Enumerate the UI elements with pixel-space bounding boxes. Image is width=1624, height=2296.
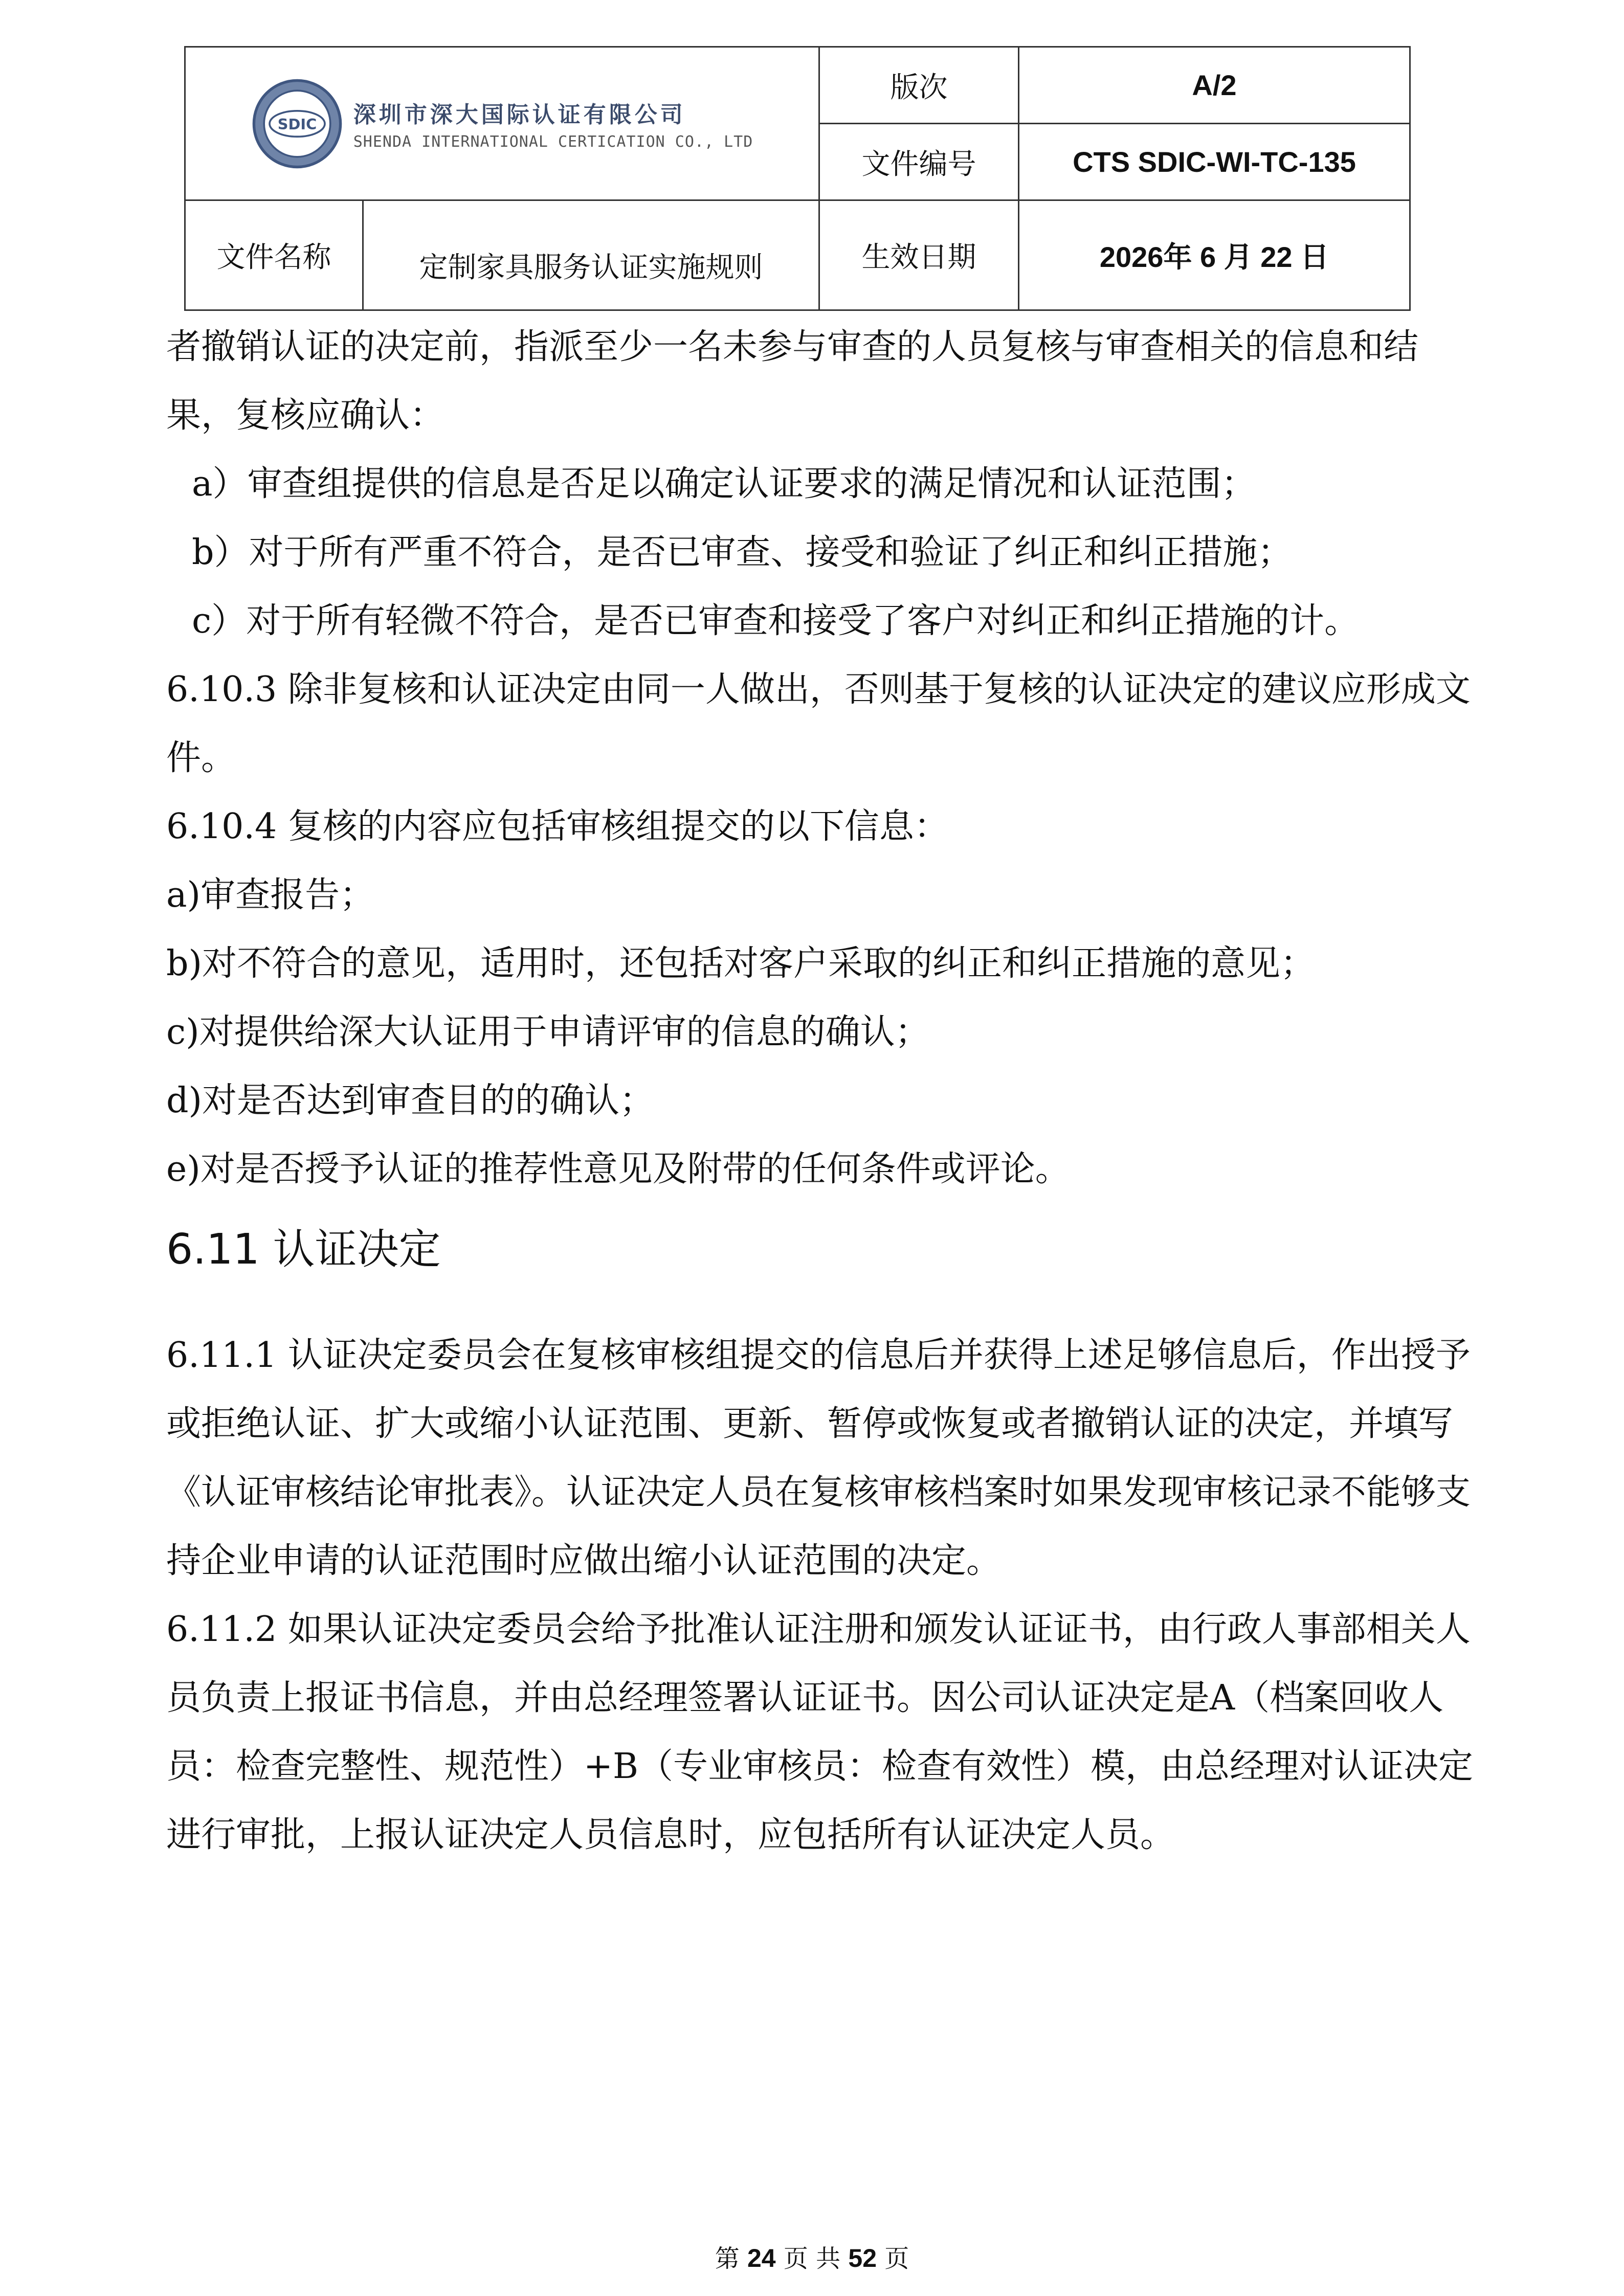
list-item: b)对不符合的意见，适用时，还包括对客户采取的纠正和纠正措施的意见； bbox=[166, 943, 1316, 984]
document-body bbox=[166, 313, 1476, 1870]
paragraph-6-10-3: 6.10.3 除非复核和认证决定由同一人做出，否则基于复核的认证决定的建议应形成文件。 bbox=[166, 669, 1471, 778]
page-footer bbox=[0, 2239, 1624, 2274]
svg-text:SDIC: SDIC bbox=[277, 115, 317, 133]
document-header-table bbox=[184, 46, 1411, 311]
paragraph-6-11-2: 6.11.2 如果认证决定委员会给予批准认证注册和颁发认证证书，由行政人事部相关人员负责上报证书信息，并由总经理签署认证证书。因公司认证决定是A（档案回收人员：检查完整性、规范性）+B（专业审核员：检查有效性）模，由总经理对认证决定进行审批，上报认证决定人员信息时，应包括所有认证决定人员。 bbox=[166, 1609, 1473, 1855]
list-item: a）审查组提供的信息是否足以确定认证要求的满足情况和认证范围； bbox=[192, 464, 1256, 504]
company-logo-cell bbox=[185, 47, 819, 200]
effective-date-label: 生效日期 bbox=[819, 200, 1019, 310]
company-name-en: SHENDA INTERNATIONAL CERTICATION CO., LTD bbox=[353, 133, 753, 151]
current-page-number: 24 bbox=[747, 2244, 776, 2272]
list-item: e)对是否授予认证的推荐性意见及附带的任何条件或评论。 bbox=[166, 1149, 1070, 1189]
paragraph-6-11-1: 6.11.1 认证决定委员会在复核审核组提交的信息后并获得上述足够信息后，作出授予或拒绝认证、扩大或缩小认证范围、更新、暂停或恢复或者撤销认证的决定，并填写《认证审核结论审批表》。认证决定人员在复核审核档案时如果发现审核记录不能够支持企业申请的认证范围时应做出缩小认证范围的决定。 bbox=[166, 1335, 1471, 1581]
list-item: b）对于所有严重不符合，是否已审查、接受和验证了纠正和纠正措施； bbox=[192, 532, 1293, 573]
edition-value: A/2 bbox=[1019, 47, 1410, 124]
list-item: a)审查报告； bbox=[166, 875, 375, 915]
doc-number-value: CTS SDIC-WI-TC-135 bbox=[1019, 124, 1410, 200]
list-item: d)对是否达到审查目的的确认； bbox=[166, 1081, 655, 1121]
doc-name-label: 文件名称 bbox=[186, 201, 364, 309]
doc-name-value: 定制家具服务认证实施规则 bbox=[419, 251, 763, 284]
list-item: c)对提供给深大认证用于申请评审的信息的确认； bbox=[166, 1012, 930, 1052]
section-heading-6-11: 6.11 认证决定 bbox=[166, 1225, 441, 1274]
footer-prefix: 第 bbox=[715, 2244, 740, 2273]
company-name-cn: 深圳市深大国际认证有限公司 bbox=[353, 102, 686, 128]
doc-number-label: 文件编号 bbox=[819, 124, 1019, 200]
edition-label: 版次 bbox=[819, 47, 1019, 124]
effective-date-value: 2026年 6 月 22 日 bbox=[1019, 200, 1410, 310]
list-item: c）对于所有轻微不符合，是否已审查和接受了客户对纠正和纠正措施的计。 bbox=[192, 601, 1360, 641]
company-seal-icon bbox=[251, 78, 343, 170]
total-page-count: 52 bbox=[848, 2244, 877, 2272]
paragraph-6-10-4: 6.10.4 复核的内容应包括审核组提交的以下信息： bbox=[166, 806, 949, 847]
footer-middle: 页 共 bbox=[783, 2244, 841, 2273]
footer-suffix: 页 bbox=[884, 2244, 909, 2273]
paragraph-review-intro: 者撤销认证的决定前，指派至少一名未参与审查的人员复核与审查相关的信息和结果，复核应确认： bbox=[166, 327, 1419, 436]
